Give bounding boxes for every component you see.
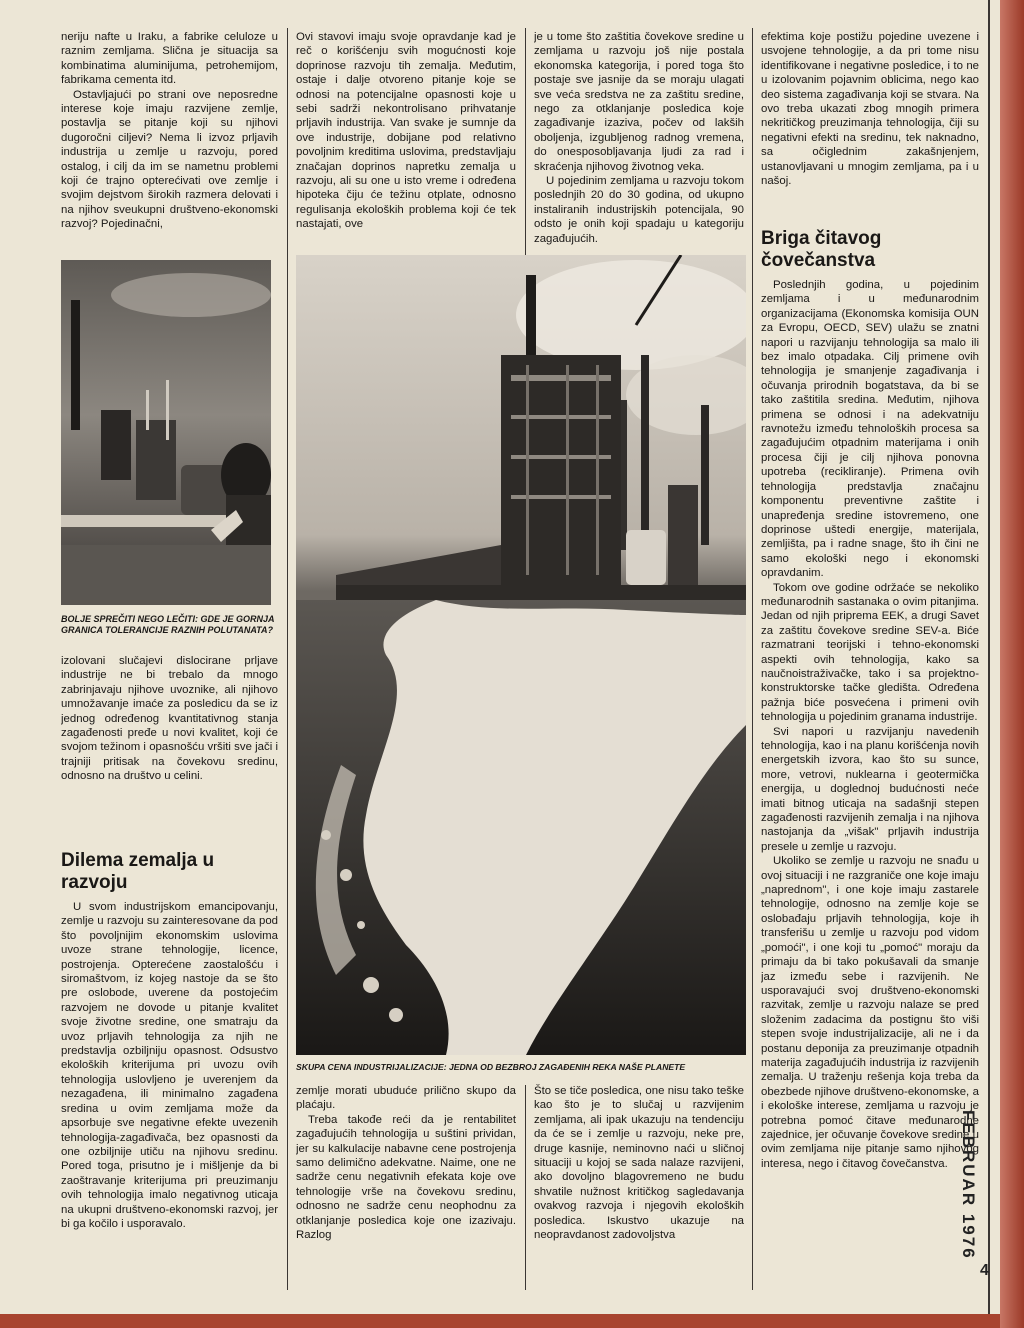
paragraph: Ostavljajući po strani ove neposredne interese koje imaju razvijene zemlje, postavlja se pitanje koji su njihovi dugoročni ciljevi? Nema li izvoz prljavih industrija u zemlje u razvoju, pored ostalog, i cilj da im se nametnu problemi koji će trajno opterećivati ove zemlje i svojim dejstvom širokih razmera delovati i na njihov sveukupni društveno-ekonomski razvoj? Pojedinačni, bbox=[61, 88, 278, 231]
polluted-river-image bbox=[296, 255, 746, 1055]
photo-laboratory-equipment bbox=[61, 260, 271, 605]
column-rule bbox=[752, 28, 753, 1290]
article-column-3-top bbox=[534, 30, 744, 258]
article-column-4-body bbox=[761, 278, 979, 1292]
paragraph: Ovi stavovi imaju svoje opravdanje kad je reč o korišćenju svih mogućnosti koje doprinose razvoju tih zemalja. Međutim, ostaje i dalje otvoreno pitanje koje se odnosi na potencijalne opasnosti koje u sebi sadrži nekontrolisano prihvatanje prljavih industrija. Van svake je sumnje da ove industrije, dobijane pod relativno povoljnim kreditima uslovima, predstavljaju značajan doprinos napretku zemalja u razvoju, ali su one u isto vreme i određena hipoteka čiju će težinu otplate, odnosno regulisanja ekoloških problema koji će tek nastajati, ove bbox=[296, 31, 516, 231]
article-column-1-middle bbox=[61, 654, 278, 824]
paragraph: izolovani slučajevi dislocirane prljave industrije ne bi trebalo da mnogo zabrinjavaju njihove uvoznike, ali njihovo umnožavanje imaće za posledicu da se iz jednog određenog kvantitativnog stanja zagađenosti pređe u novi kvalitet, koji će svojom težinom i opasnošću vršiti sve jači i trajniji pritisak na čovekovu sredinu, odnosno na društvo u celini. bbox=[61, 655, 278, 783]
column-rule bbox=[525, 28, 526, 258]
article-column-2-top bbox=[296, 30, 516, 258]
laboratory-photo-image bbox=[61, 260, 271, 605]
paragraph: U pojedinim zemljama u razvoju tokom poslednjih 20 do 30 godina, od ukupno instaliranih industrijskih potencijala, 90 odsto je onih koji spadaju u kategoriju zagađujućih. bbox=[534, 175, 744, 245]
paragraph: Svi napori u razvijanju navedenih tehnologija, kao i na planu korišćenja novih energetskih izvora, kao što su sunce, more, vetrovi, nuklearna i geotermička energija, u doglednoj budućnosti neće imati bitnog uticaja na sadašnji stepen zagađenosti razvijenih zemalja i na njihova nastojanja da „višak" prljavih industrija presele u zemlje u razvoju. bbox=[761, 725, 979, 853]
article-column-1-top bbox=[61, 30, 278, 258]
column-rule bbox=[287, 28, 288, 1290]
paragraph: efektima koje postižu pojedine uvezene i usvojene tehnologije, a da pri tome nisu identifikovane i negativne posledice, i to ne u izolovanim pojavnim oblicima, nego kao deo sistema zagađivanja koji se stvara. Na ovo treba ukazati zbog mnogih primera nekritičkog preuzimanja tehnologija, čiji su negativni efekti na sredinu, tek naknadno, sa očiglednim zakašnjenjem, ustanovljavani u mnogim zemljama, pa i u našoj. bbox=[761, 31, 979, 188]
paragraph: je u tome što zaštitia čovekove sredine u zemljama u razvoju još nije postala ekonomska kategorija, i pored toga što postaje sve jasnije da se moraju ulagati sve veća sredstva ne za zaštitu sredine, nego za otklanjanje posledica koje zagađivanje izaziva, počev od lakših oboljenja, izgubljenog radnog vremena, do onesposobljavanja ljudi za rad i skraćenja njihovog životnog veka. bbox=[534, 31, 744, 173]
paragraph: Poslednjih godina, u pojedinim zemljama i u međunarodnim organizacijama (Ekonomska komisija OUN za Evropu, OECD, SEV) ulažu se znatni napori u razvijanju tehnologija sa malo ili bez imalo otpadaka. Cilj primene ovih tehnologija je smanjenje zagađivanja i očuvanja prirodnih bogatstava, da bi se tako zaštitila sredina. Međutim, njihova primena se odnosi i na adekvatniju ravnotežu između tehnoloških procesa sa zagađujućim otpadnim materijama i onih procesa čiji je cilj njihova ponovna upotreba (recikliranje). Primena ovih tehnologija predstavlja značajnu komponentu preventivne zaštite i unapređenja sredine istovremeno, one doprinose uštedi energije, materijala, zemljišta, pa i radne snage, što ih čini ne samo ekološki nego i ekonomski opravdanim. bbox=[761, 279, 979, 580]
section-heading-dilema: Dilema zemalja u razvoju bbox=[61, 850, 215, 893]
page-number: 4 bbox=[980, 1262, 989, 1279]
section-heading-briga: Briga čitavog čovečanstva bbox=[761, 228, 882, 271]
issue-date-vertical: FEBRUAR 1976 bbox=[959, 1110, 978, 1260]
paragraph: Tokom ove godine održaće se nekoliko međunarodnih sastanaka o ovim pitanjima. Jedan od njih priprema EEK, a drugi Savet za zaštitu čovekove sredine SEV-a. Biće razmatrani teorijski i tehno-ekonomski aspekti ovih tehnologija, kako sa naučnoistraživačke, tako i sa projektno-konstruktorske tačke gledišta. Određena pažnja biće posvećena i primeni ovih tehnologija u pojedinim granama industrije. bbox=[761, 581, 979, 724]
paragraph: Treba takođe reći da je rentabilitet zagađujućih tehnologija u suštini prividan, jer su kalkulacije nabavne cene postrojenja samo delimično adekvatne. Naime, one ne sadrže cenu negativnih efekata koje ove tehnologije vrše na čovekovu sredinu, odnosno ne sadrže cenu neophodnu za otklanjanje posledica koje one izazivaju. Razlog bbox=[296, 1113, 516, 1242]
page-right-rule bbox=[988, 0, 990, 1314]
page-edge bbox=[1000, 0, 1024, 1328]
article-column-2-bottom bbox=[296, 1084, 516, 1292]
paragraph: zemlje morati ubuduće prilično skupo da plaćaju. bbox=[296, 1085, 516, 1112]
photo-caption-1: BOLJE SPREČITI NEGO LEČITI: GDE JE GORNJA GRANICA TOLERANCIJE RAZNIH POLUTANATA? bbox=[61, 614, 275, 635]
column-rule bbox=[525, 1085, 526, 1290]
article-column-3-bottom bbox=[534, 1084, 744, 1292]
paragraph: Ukoliko se zemlje u razvoju ne snađu u ovoj situaciji i ne razgraniče one koje imaju „naprednom", i one koje imaju zastarele tehnologije, odnosno na zemlje koje se oslobađaju prljavih tehnologija, koje ih transferišu u zemlje u razvoju pod vidom „pomoći", i one koji tu „pomoć" moraju da primaju da bi tako pokušavali da smanje jaz između sebe i razvijenih. Ne usporavajući svoj društveno-ekonomski razvitak, zemlje u razvoju nalaze se pred složenim zadacima da postignu što viši stepen svoje industrijalizacije, ali ne i da postanu deponija za preuzimanje otpadnih materija zagađujućih industrija iz razvijenih zemalja. U traženju rešenja koja treba da obezbede njihove društveno-ekonomske, a i ekološke interese, zemljama u razvoju je potrebna pomoć čitave međunarodne zajednice, jer očuvanje čovekove sredine u ovim zemljama nije pitanje samo njihovog interesa, nego i čitavog čovečanstva. bbox=[761, 855, 979, 1170]
paragraph: neriju nafte u Iraku, a fabrike celuloze u raznim zemljama. Slična je situacija sa kombinatima aluminijuma, petrohemijom, fabrikama cementa itd. bbox=[61, 31, 278, 87]
article-column-1-bottom bbox=[61, 900, 278, 1292]
article-column-4-top bbox=[761, 30, 979, 212]
paragraph: U svom industrijskom emancipovanju, zemlje u razvoju su zainteresovane da pod što povoljnijim ekonomskim uslovima uvoze strane tehnologije, licence, postrojenja. Opterećene zaostalošću i siromaštvom, iz kojeg nastoje da se što pre oslobode, uverene da postojećim razvojem ne dovode u pitanje kvalitet svoje životne sredine, one smatraju da uvoz prljavih tehnologija za njih ne predstavlja ozbiljniju opasnost. Odsustvo ekoloških kriterijuma pri uvozu ovih tehnologija uslovljeno je uverenjem da nezagađena, ili minimalno zagađena sredina u ovim zemljama može da apsorbuje sve negativne efekte uvezenih tehnologija-zagađivača, bez opasnosti da one ozbiljnije utiču na njihovu sredinu. Pored toga, prisutno je i mišljenje da bi zaoštravanje kriterijuma pri preuzimanju ovih tehnologija imalo negativnog uticaja na ukupni društveno-ekonomski razvoj, jer bi ga kočilo i usporavalo. bbox=[61, 901, 278, 1230]
photo-polluted-river bbox=[296, 255, 746, 1055]
photo-caption-2: SKUPA CENA INDUSTRIJALIZACIJE: JEDNA OD BEZBROJ ZAGAĐENIH REKA NAŠE PLANETE bbox=[296, 1062, 686, 1072]
paragraph: Što se tiče posledica, one nisu tako teške kao što je to slučaj u razvijenim zemljama, ali ipak ukazuju na tendenciju da će se i zemlje u razvoju, neke pre, druge kasnije, neminovno naći u sličnoj situaciji u kojoj se sada nalaze razvijeni, ako dovoljno blagovremeno ne budu shvatile nužnost kritičkog sagledavanja ovakvog razvoja i njegovih ekoloških posledica. Iskustvo ukazuje na neopravdanost zadovoljstva bbox=[534, 1085, 744, 1242]
